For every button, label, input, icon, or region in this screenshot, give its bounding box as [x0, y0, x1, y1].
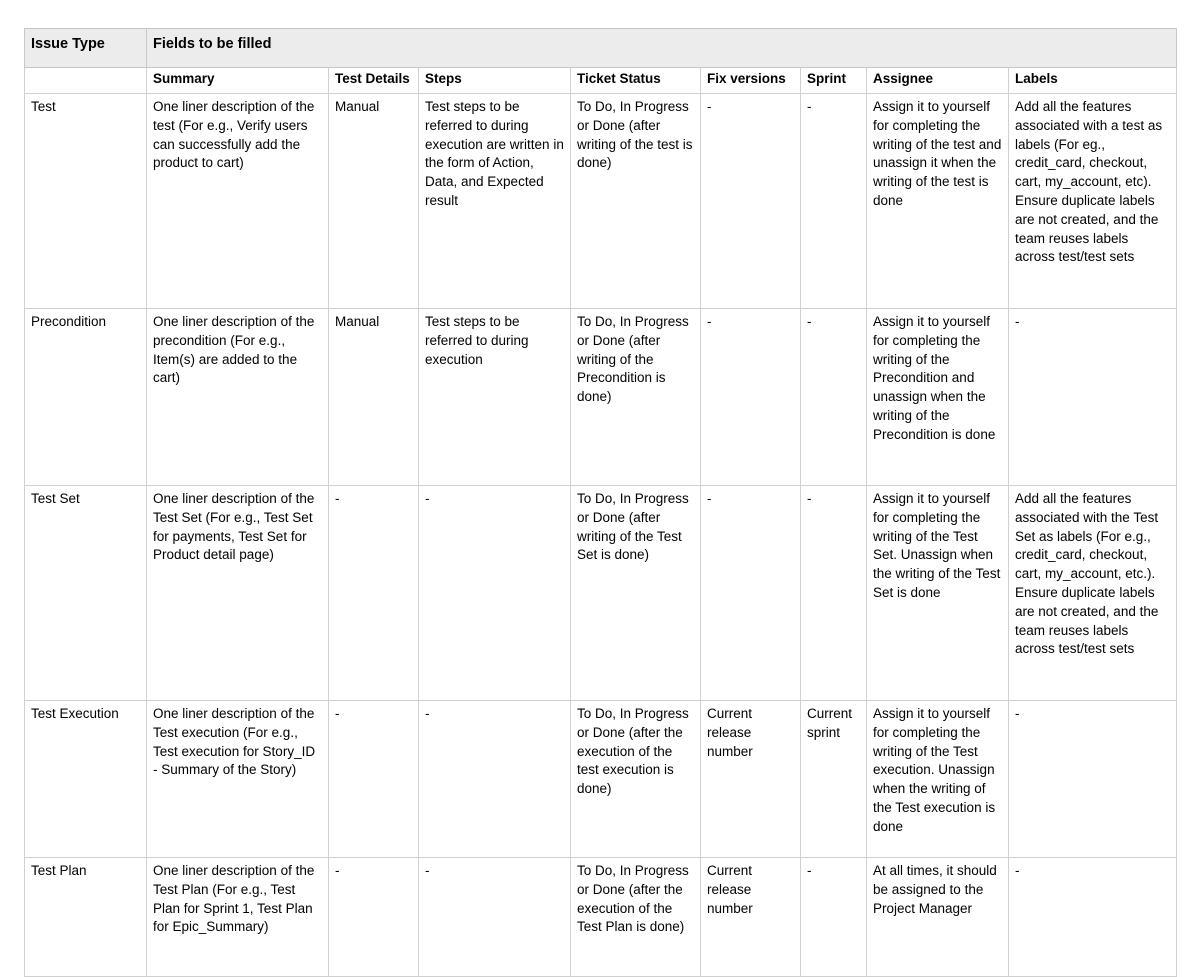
cell-assignee: Assign it to yourself for completing the writing of the Test Set. Unassign when the writing of the Test Set is done — [867, 486, 1009, 701]
table-head — [25, 29, 1177, 94]
cell-issue-type: Test Execution — [25, 701, 147, 858]
cell-steps: - — [419, 858, 571, 977]
cell-sprint: - — [801, 94, 867, 309]
column-header-labels: Labels — [1009, 68, 1177, 94]
cell-ticket-status: To Do, In Progress or Done (after writing of the Precondition is done) — [571, 309, 701, 486]
column-header-steps: Steps — [419, 68, 571, 94]
table-row — [25, 94, 1177, 309]
cell-ticket-status: To Do, In Progress or Done (after the execution of the test execution is done) — [571, 701, 701, 858]
cell-sprint: - — [801, 486, 867, 701]
cell-ticket-status: To Do, In Progress or Done (after the execution of the Test Plan is done) — [571, 858, 701, 977]
cell-test-details: - — [329, 858, 419, 977]
cell-fix-versions: - — [701, 309, 801, 486]
cell-ticket-status: To Do, In Progress or Done (after writing of the Test Set is done) — [571, 486, 701, 701]
cell-labels: - — [1009, 858, 1177, 977]
column-header-summary: Summary — [147, 68, 329, 94]
column-header-fix-versions: Fix versions — [701, 68, 801, 94]
issue-type-fields-table-wrapper — [24, 28, 1176, 977]
table-row — [25, 701, 1177, 858]
column-header-sprint: Sprint — [801, 68, 867, 94]
banner-fields-to-be-filled-label: Fields to be filled — [147, 29, 1177, 68]
cell-labels: - — [1009, 701, 1177, 858]
cell-sprint: - — [801, 309, 867, 486]
table-banner-row — [25, 29, 1177, 68]
cell-labels: Add all the features associated with the Test Set as labels (For e.g., credit_card, checkout, cart, my_account, etc.). Ensure duplicate labels are not created, and the team reuses labels across test/test sets — [1009, 486, 1177, 701]
cell-ticket-status: To Do, In Progress or Done (after writing of the test is done) — [571, 94, 701, 309]
cell-steps: - — [419, 701, 571, 858]
cell-summary: One liner description of the precondition (For e.g., Item(s) are added to the cart) — [147, 309, 329, 486]
cell-summary: One liner description of the Test Set (For e.g., Test Set for payments, Test Set for Product detail page) — [147, 486, 329, 701]
banner-issue-type-label: Issue Type — [25, 29, 147, 68]
cell-fix-versions: - — [701, 94, 801, 309]
cell-steps: Test steps to be referred to during execution — [419, 309, 571, 486]
cell-steps: Test steps to be referred to during execution are written in the form of Action, Data, and Expected result — [419, 94, 571, 309]
table-column-header-row — [25, 68, 1177, 94]
cell-sprint: - — [801, 858, 867, 977]
table-row — [25, 858, 1177, 977]
cell-assignee: Assign it to yourself for completing the writing of the Precondition and unassign when the writing of the Precondition is done — [867, 309, 1009, 486]
column-header-ticket-status: Ticket Status — [571, 68, 701, 94]
cell-labels: - — [1009, 309, 1177, 486]
cell-fix-versions: Current release number — [701, 858, 801, 977]
cell-test-details: - — [329, 486, 419, 701]
column-header-assignee: Assignee — [867, 68, 1009, 94]
cell-issue-type: Test Plan — [25, 858, 147, 977]
column-header-issue-type — [25, 68, 147, 94]
cell-summary: One liner description of the test (For e.g., Verify users can successfully add the product to cart) — [147, 94, 329, 309]
column-header-test-details: Test Details — [329, 68, 419, 94]
issue-type-fields-table — [24, 28, 1177, 977]
cell-test-details: Manual — [329, 94, 419, 309]
cell-assignee: Assign it to yourself for completing the writing of the test and unassign it when the writing of the test is done — [867, 94, 1009, 309]
cell-issue-type: Test Set — [25, 486, 147, 701]
cell-summary: One liner description of the Test execution (For e.g., Test execution for Story_ID - Summary of the Story) — [147, 701, 329, 858]
cell-assignee: Assign it to yourself for completing the writing of the Test execution. Unassign when the writing of the Test execution is done — [867, 701, 1009, 858]
cell-test-details: Manual — [329, 309, 419, 486]
cell-labels: Add all the features associated with a test as labels (For eg., credit_card, checkout, cart, my_account, etc). Ensure duplicate labels are not created, and the team reuses labels across test/test sets — [1009, 94, 1177, 309]
cell-fix-versions: - — [701, 486, 801, 701]
cell-assignee: At all times, it should be assigned to the Project Manager — [867, 858, 1009, 977]
cell-steps: - — [419, 486, 571, 701]
cell-issue-type: Test — [25, 94, 147, 309]
table-row — [25, 309, 1177, 486]
cell-summary: One liner description of the Test Plan (For e.g., Test Plan for Sprint 1, Test Plan for Epic_Summary) — [147, 858, 329, 977]
table-row — [25, 486, 1177, 701]
cell-sprint: Current sprint — [801, 701, 867, 858]
cell-issue-type: Precondition — [25, 309, 147, 486]
cell-fix-versions: Current release number — [701, 701, 801, 858]
cell-test-details: - — [329, 701, 419, 858]
table-body — [25, 94, 1177, 977]
